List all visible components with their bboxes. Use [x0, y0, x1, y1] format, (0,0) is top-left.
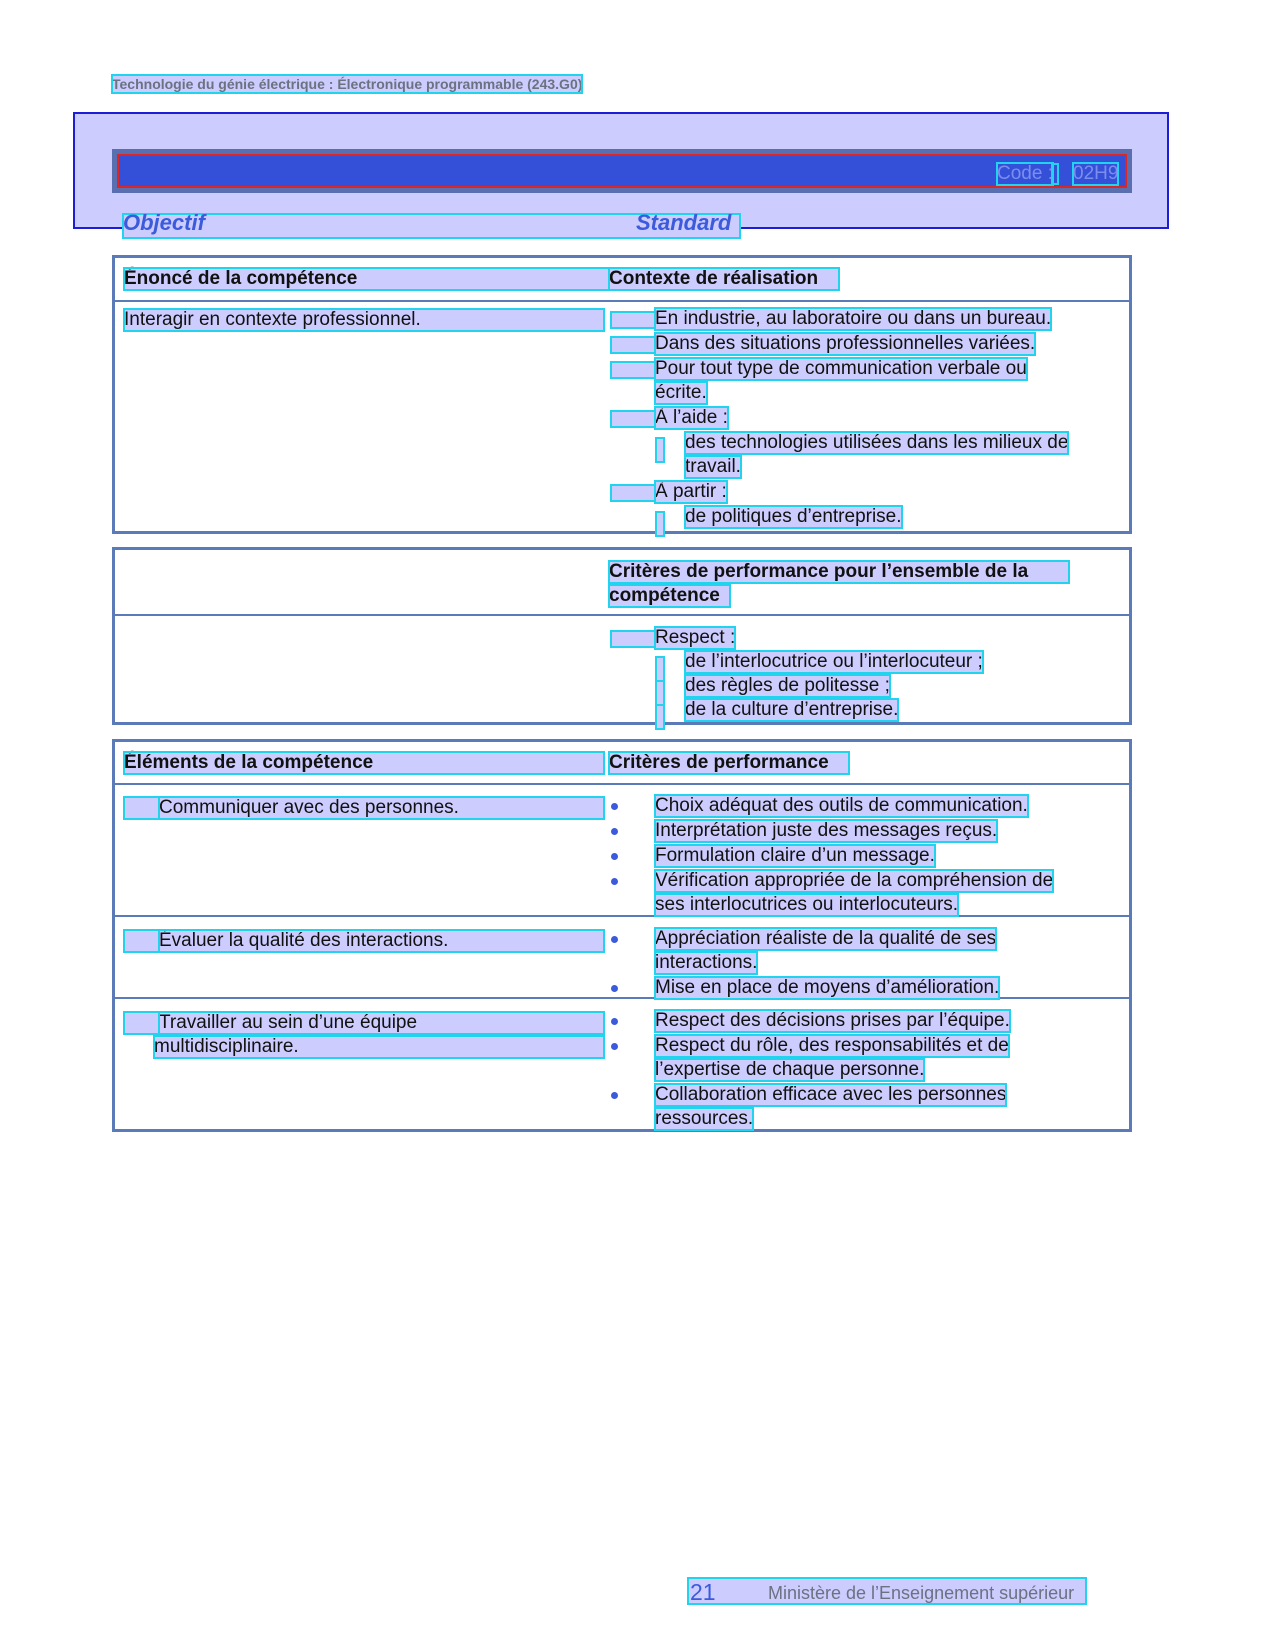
- list-item-text: travail.: [685, 456, 741, 477]
- element-text: Évaluer la qualité des interactions.: [159, 930, 604, 952]
- criteria-text: Appréciation réaliste de la qualité de ses: [655, 928, 997, 949]
- sub-bullet-highlight: [656, 657, 664, 681]
- sub-bullet-highlight: [656, 681, 664, 705]
- criteria-bullet: [611, 878, 618, 885]
- competency-statement: Interagir en contexte professionnel.: [124, 309, 604, 331]
- criteria-text: Interprétation juste des messages reçus.: [655, 820, 998, 841]
- bullet-highlight: [611, 337, 655, 353]
- criteria-text: Collaboration efficace avec les personnes: [655, 1084, 1007, 1105]
- criteria-bullet: [611, 936, 618, 943]
- list-item-text: Pour tout type de communication verbale ou: [655, 358, 1027, 379]
- criteria-text: ressources.: [655, 1108, 754, 1129]
- elements-row-divider-1: [112, 915, 1132, 917]
- list-item-text: Dans des situations professionnelles variées.: [655, 333, 1036, 354]
- code-value: 02H9: [1073, 163, 1119, 184]
- sub-bullet-highlight: [656, 705, 664, 729]
- criteria-text: Formulation claire d’un message.: [655, 845, 935, 866]
- criteria-text: interactions.: [655, 952, 758, 973]
- list-item-text: En industrie, au laboratoire ou dans un bureau.: [655, 308, 1052, 329]
- criteria-text: Respect des décisions prises par l’équipe.: [655, 1010, 1010, 1031]
- element-text: Communiquer avec des personnes.: [159, 797, 604, 819]
- criteria-text: Respect du rôle, des responsabilités et de: [655, 1035, 1009, 1056]
- criteria-bullet: [611, 853, 618, 860]
- global-criteria-divider: [112, 614, 1132, 616]
- criteria-heading: Critères de performance: [609, 752, 849, 774]
- context-heading: Contexte de réalisation: [609, 268, 839, 290]
- code-label: Code :: [997, 163, 1053, 184]
- standard-heading: Standard: [636, 210, 732, 235]
- list-item-text: À partir :: [655, 481, 727, 502]
- criteria-text: ses interlocutrices ou interlocuteurs.: [655, 894, 959, 915]
- list-item-text: écrite.: [655, 382, 707, 403]
- criteria-bullet: [611, 803, 618, 810]
- list-item-text: de la culture d’entreprise.: [685, 699, 899, 720]
- list-item-text: À l’aide :: [655, 407, 728, 428]
- criteria-text: Mise en place de moyens d’amélioration.: [655, 977, 1000, 998]
- element-number-highlight: [124, 930, 159, 952]
- element-number-highlight: [124, 1012, 159, 1034]
- bullet-highlight: [611, 485, 655, 501]
- list-item-text: des règles de politesse ;: [685, 675, 890, 696]
- element-text: Travailler au sein d’une équipe: [159, 1012, 604, 1034]
- code-separator: [1052, 164, 1058, 184]
- statement-heading: Énoncé de la compétence: [124, 268, 804, 290]
- elements-header-divider: [112, 783, 1132, 785]
- code-bar-inner: [117, 154, 1127, 188]
- sub-bullet-highlight: [656, 512, 664, 536]
- page-number: 21: [690, 1579, 716, 1605]
- list-item-text: des technologies utilisées dans les milieux de: [685, 432, 1069, 453]
- bullet-highlight: [611, 411, 655, 427]
- criteria-text: Choix adéquat des outils de communication.: [655, 795, 1028, 816]
- criteria-text: Vérification appropriée de la compréhension de: [655, 870, 1054, 891]
- criteria-bullet: [611, 1018, 618, 1025]
- criteria-bullet: [611, 985, 618, 992]
- elements-heading: Éléments de la compétence: [124, 752, 604, 774]
- criteria-bullet: [611, 1043, 618, 1050]
- bullet-highlight: [611, 631, 655, 647]
- footer-ministry: Ministère de l’Enseignement supérieur: [768, 1583, 1075, 1603]
- global-criteria-heading-line2: compétence: [609, 585, 730, 607]
- running-header: Technologie du génie électrique : Électronique programmable (243.G0): [112, 76, 583, 92]
- sub-bullet-highlight: [656, 438, 664, 462]
- global-criteria-heading-line1: Critères de performance pour l’ensemble de la: [609, 561, 1069, 583]
- criteria-bullet: [611, 828, 618, 835]
- list-item-text: de politiques d’entreprise.: [685, 506, 902, 527]
- objective-heading: Objectif: [123, 210, 205, 235]
- element-text: multidisciplinaire.: [154, 1036, 604, 1058]
- bullet-highlight: [611, 362, 655, 378]
- criteria-text: l’expertise de chaque personne.: [655, 1059, 925, 1080]
- list-item-text: de l’interlocutrice ou l’interlocuteur ;: [685, 651, 983, 672]
- element-number-highlight: [124, 797, 159, 819]
- bullet-highlight: [611, 312, 655, 328]
- criteria-bullet: [611, 1092, 618, 1099]
- list-item-text: Respect :: [655, 627, 736, 648]
- statement-table-divider: [112, 300, 1132, 302]
